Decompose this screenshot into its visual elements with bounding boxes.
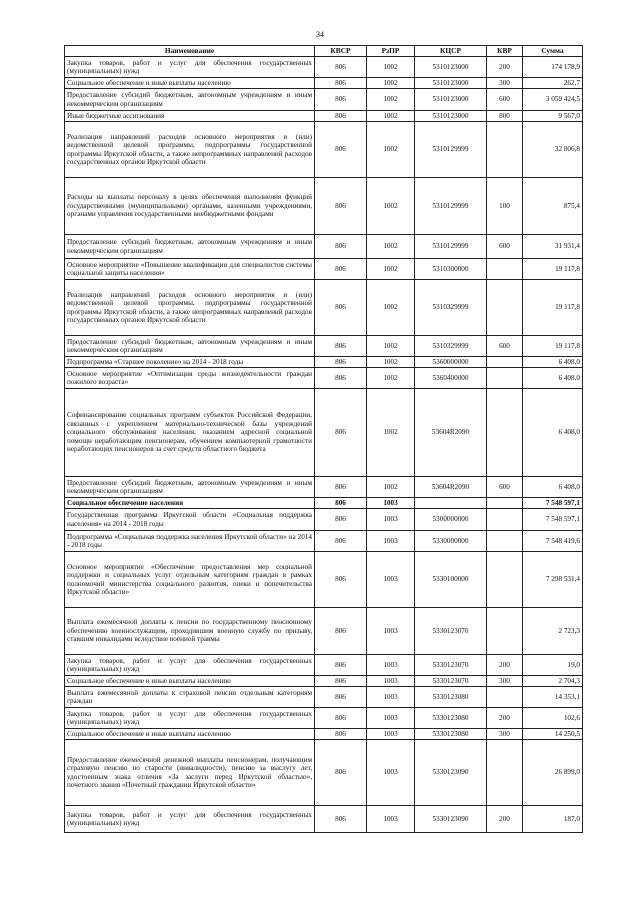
cell-sum: 6 408,0 — [523, 368, 583, 389]
cell-kcsr: 5330123070 — [415, 608, 487, 655]
cell-name: Подпрограмма «Старшее поколение» на 2014 - 2018 годы — [65, 357, 315, 368]
cell-kvr: 600 — [487, 336, 523, 357]
cell-rzpr: 1002 — [367, 111, 415, 122]
cell-sum: 2 723,3 — [523, 608, 583, 655]
cell-kvsr: 806 — [315, 368, 367, 389]
cell-kvr: 100 — [487, 178, 523, 235]
cell-kvsr: 806 — [315, 531, 367, 552]
cell-sum: 14 250,5 — [523, 729, 583, 740]
header-kcsr: КЦСР — [415, 46, 487, 57]
cell-rzpr: 1002 — [367, 280, 415, 336]
table-row — [65, 531, 583, 552]
cell-kvr — [487, 687, 523, 708]
cell-rzpr: 1003 — [367, 509, 415, 531]
cell-name: Предоставление субсидий бюджетным, автономным учреждениям и иным некоммерческим организациям — [65, 89, 315, 111]
cell-kvsr: 806 — [315, 498, 367, 509]
cell-kcsr: 53604R2090 — [415, 389, 487, 477]
table-row — [65, 122, 583, 178]
cell-kvsr: 806 — [315, 389, 367, 477]
table-row — [65, 368, 583, 389]
header-sum: Сумма — [523, 46, 583, 57]
cell-kcsr: 5310129999 — [415, 122, 487, 178]
cell-rzpr: 1003 — [367, 531, 415, 552]
cell-kvr — [487, 531, 523, 552]
cell-kvsr: 806 — [315, 806, 367, 833]
cell-kvsr: 806 — [315, 477, 367, 498]
cell-rzpr: 1003 — [367, 708, 415, 729]
cell-kcsr: 5330000000 — [415, 531, 487, 552]
page-number: 34 — [316, 30, 324, 39]
cell-kvsr: 806 — [315, 740, 367, 806]
cell-sum: 19 117,8 — [523, 280, 583, 336]
cell-kvsr: 806 — [315, 280, 367, 336]
cell-rzpr: 1003 — [367, 676, 415, 687]
cell-name: Выплата ежемесячной доплаты к страховой пенсии отдельным категориям граждан — [65, 687, 315, 708]
cell-name: Предоставление субсидий бюджетным, автономным учреждениям и иным некоммерческим организациям — [65, 235, 315, 259]
cell-rzpr: 1002 — [367, 122, 415, 178]
cell-kcsr: 5330123080 — [415, 687, 487, 708]
cell-sum: 26 899,0 — [523, 740, 583, 806]
table-body — [65, 57, 583, 833]
cell-kvsr: 806 — [315, 655, 367, 676]
cell-sum: 7 298 531,4 — [523, 552, 583, 608]
cell-sum: 31 931,4 — [523, 235, 583, 259]
cell-sum: 174 178,9 — [523, 57, 583, 78]
header-kvr: КВР — [487, 46, 523, 57]
cell-kvsr: 806 — [315, 509, 367, 531]
cell-name: Расходы на выплаты персоналу в целях обеспечения выполнения функций государственными (муниципальными) органами, казенными учреждениями, органами управления государственными внебюджетными фондами — [65, 178, 315, 235]
cell-kcsr: 5330123070 — [415, 655, 487, 676]
cell-sum: 9 567,0 — [523, 111, 583, 122]
cell-kvr — [487, 509, 523, 531]
table-row — [65, 708, 583, 729]
cell-kvsr: 806 — [315, 608, 367, 655]
cell-kvsr: 806 — [315, 178, 367, 235]
cell-sum: 187,0 — [523, 806, 583, 833]
cell-kvr: 300 — [487, 729, 523, 740]
table-row — [65, 729, 583, 740]
cell-name: Выплата ежемесячной доплаты к пенсии по государственному пенсионному обеспечению военнослужащим, проходившим военную службу по призыву, ставшим инвалидами вследствие военной травмы — [65, 608, 315, 655]
cell-kcsr: 5360400000 — [415, 368, 487, 389]
cell-name: Софинансирование социальных программ субъектов Российской Федерации, связанных с укреплением материально-технической базы учреждений социального обслуживания населения, оказанием адресной социальной помощи неработающим пенсионерам, обучением компьютерной грамотности неработающих пенсионеров за счет средств областного бюджета — [65, 389, 315, 477]
table-row — [65, 655, 583, 676]
cell-kvr: 300 — [487, 78, 523, 89]
table-row — [65, 57, 583, 78]
cell-rzpr: 1002 — [367, 368, 415, 389]
budget-table — [64, 45, 583, 833]
cell-rzpr: 1002 — [367, 389, 415, 477]
cell-kvsr: 806 — [315, 357, 367, 368]
cell-sum: 19 117,8 — [523, 259, 583, 280]
cell-kcsr: 5310123000 — [415, 111, 487, 122]
table-row — [65, 111, 583, 122]
cell-kcsr: 5330123090 — [415, 740, 487, 806]
table-row — [65, 178, 583, 235]
cell-sum: 3 059 424,5 — [523, 89, 583, 111]
cell-sum: 875,4 — [523, 178, 583, 235]
cell-kcsr: 5310300000 — [415, 259, 487, 280]
cell-kvr — [487, 740, 523, 806]
cell-kcsr: 5330123080 — [415, 708, 487, 729]
cell-kvr — [487, 280, 523, 336]
cell-kcsr: 5330123070 — [415, 676, 487, 687]
cell-name: Иные бюджетные ассигнования — [65, 111, 315, 122]
cell-kvr: 300 — [487, 676, 523, 687]
cell-rzpr: 1003 — [367, 608, 415, 655]
cell-kvr: 200 — [487, 57, 523, 78]
table-row — [65, 89, 583, 111]
cell-name: Предоставление ежемесячной денежной выплаты пенсионерам, получающим страховую пенсию по старости (инвалидности), пенсию за выслугу лет, удостоенным знака отличия «За заслуги перед Иркутской областью», почетного звания «Почетный гражданин Иркутской области» — [65, 740, 315, 806]
table-row — [65, 280, 583, 336]
cell-kcsr: 5330123080 — [415, 729, 487, 740]
cell-kvr — [487, 357, 523, 368]
cell-kvr — [487, 608, 523, 655]
cell-name: Закупка товаров, работ и услуг для обеспечения государственных (муниципальных) нужд — [65, 57, 315, 78]
cell-rzpr: 1002 — [367, 235, 415, 259]
cell-kvsr: 806 — [315, 729, 367, 740]
cell-kvsr: 806 — [315, 687, 367, 708]
cell-name: Закупка товаров, работ и услуг для обеспечения государственных (муниципальных) нужд — [65, 708, 315, 729]
cell-sum: 32 806,8 — [523, 122, 583, 178]
cell-kcsr — [415, 498, 487, 509]
cell-rzpr: 1002 — [367, 78, 415, 89]
cell-rzpr: 1003 — [367, 552, 415, 608]
cell-kvr: 800 — [487, 111, 523, 122]
cell-kcsr: 5330100000 — [415, 552, 487, 608]
cell-kvr: 600 — [487, 235, 523, 259]
cell-name: Предоставление субсидий бюджетным, автономным учреждениям и иным некоммерческим организациям — [65, 336, 315, 357]
cell-kvr — [487, 259, 523, 280]
cell-rzpr: 1003 — [367, 740, 415, 806]
cell-sum: 7 548 597,1 — [523, 498, 583, 509]
table-row — [65, 608, 583, 655]
cell-sum: 6 408,0 — [523, 389, 583, 477]
cell-kcsr: 5360000000 — [415, 357, 487, 368]
cell-sum: 2 704,3 — [523, 676, 583, 687]
cell-kvr — [487, 389, 523, 477]
cell-rzpr: 1002 — [367, 57, 415, 78]
cell-rzpr: 1003 — [367, 806, 415, 833]
cell-name: Государственная программа Иркутской области «Социальная поддержка населения» на 2014 - 2018 годы — [65, 509, 315, 531]
cell-name: Реализация направлений расходов основного мероприятия и (или) ведомственной целевой программы, подпрограммы государственной программы Иркутской области, а также непрограммных направлений расходов государственных органов Иркутской области — [65, 122, 315, 178]
table-row — [65, 235, 583, 259]
table-row — [65, 498, 583, 509]
cell-rzpr: 1002 — [367, 89, 415, 111]
cell-kvr — [487, 552, 523, 608]
cell-sum: 6 408,0 — [523, 477, 583, 498]
cell-kvr: 600 — [487, 477, 523, 498]
cell-kvsr: 806 — [315, 122, 367, 178]
cell-rzpr: 1002 — [367, 336, 415, 357]
cell-name: Социальное обеспечение и иные выплаты населению — [65, 676, 315, 687]
cell-rzpr: 1002 — [367, 357, 415, 368]
cell-kcsr: 5310129999 — [415, 235, 487, 259]
cell-kcsr: 5310123000 — [415, 89, 487, 111]
header-kvsr: КВСР — [315, 46, 367, 57]
cell-kvsr: 806 — [315, 111, 367, 122]
cell-kcsr: 5300000000 — [415, 509, 487, 531]
table-row — [65, 357, 583, 368]
cell-rzpr: 1002 — [367, 178, 415, 235]
table-row — [65, 389, 583, 477]
cell-name: Социальное обеспечение населения — [65, 498, 315, 509]
cell-kvsr: 806 — [315, 78, 367, 89]
cell-name: Социальное обеспечение и иные выплаты населению — [65, 78, 315, 89]
header-name: Наименование — [65, 46, 315, 57]
table-row — [65, 740, 583, 806]
cell-kvr — [487, 122, 523, 178]
cell-kcsr: 5310123000 — [415, 78, 487, 89]
cell-name: Закупка товаров, работ и услуг для обеспечения государственных (муниципальных) нужд — [65, 806, 315, 833]
cell-sum: 7 548 419,6 — [523, 531, 583, 552]
cell-kvr: 200 — [487, 655, 523, 676]
cell-sum: 19,0 — [523, 655, 583, 676]
cell-rzpr: 1003 — [367, 655, 415, 676]
cell-name: Основное мероприятие «Обеспечение предоставления мер социальной поддержки и социальных услуг отдельным категориям граждан в рамках полномочий министерства социального развития, опеки и попечительства Иркутской области» — [65, 552, 315, 608]
cell-kvsr: 806 — [315, 89, 367, 111]
table-row — [65, 259, 583, 280]
table-row — [65, 78, 583, 89]
cell-kvr: 600 — [487, 89, 523, 111]
table-row — [65, 336, 583, 357]
cell-sum: 6 408,0 — [523, 357, 583, 368]
cell-kcsr: 5310329999 — [415, 280, 487, 336]
cell-sum: 14 353,1 — [523, 687, 583, 708]
cell-rzpr: 1003 — [367, 498, 415, 509]
cell-sum: 262,7 — [523, 78, 583, 89]
table-row — [65, 676, 583, 687]
cell-kvsr: 806 — [315, 259, 367, 280]
cell-sum: 102,6 — [523, 708, 583, 729]
cell-sum: 7 548 597,1 — [523, 509, 583, 531]
table-row — [65, 509, 583, 531]
cell-sum: 19 117,8 — [523, 336, 583, 357]
cell-kvr — [487, 368, 523, 389]
cell-name: Основное мероприятие «Оптимизация среды жизнедеятельности граждан пожилого возраста» — [65, 368, 315, 389]
table-row — [65, 806, 583, 833]
cell-name: Социальное обеспечение и иные выплаты населению — [65, 729, 315, 740]
cell-kcsr: 5330123090 — [415, 806, 487, 833]
cell-kcsr: 53604R2090 — [415, 477, 487, 498]
table-header-row — [65, 46, 583, 57]
cell-kvr: 200 — [487, 708, 523, 729]
cell-rzpr: 1003 — [367, 687, 415, 708]
header-rzpr: РзПР — [367, 46, 415, 57]
cell-name: Реализация направлений расходов основного мероприятия и (или) ведомственной целевой программы, подпрограммы государственной программы Иркутской области, а также непрограммных направлений расходов государственных органов Иркутской области — [65, 280, 315, 336]
cell-kvsr: 806 — [315, 336, 367, 357]
cell-kvsr: 806 — [315, 708, 367, 729]
cell-kvr: 200 — [487, 806, 523, 833]
cell-kcsr: 5310329999 — [415, 336, 487, 357]
cell-name: Подпрограмма «Социальная поддержка населения Иркутской области» на 2014 - 2018 годы — [65, 531, 315, 552]
cell-rzpr: 1003 — [367, 729, 415, 740]
cell-kvr — [487, 498, 523, 509]
table-row — [65, 477, 583, 498]
table-row — [65, 687, 583, 708]
cell-name: Закупка товаров, работ и услуг для обеспечения государственных (муниципальных) нужд — [65, 655, 315, 676]
cell-rzpr: 1002 — [367, 259, 415, 280]
cell-name: Основное мероприятие «Повышение квалификации для специалистов системы социальной защиты населения» — [65, 259, 315, 280]
cell-kvsr: 806 — [315, 676, 367, 687]
cell-name: Предоставление субсидий бюджетным, автономным учреждениям и иным некоммерческим организациям — [65, 477, 315, 498]
cell-kvsr: 806 — [315, 57, 367, 78]
cell-kvsr: 806 — [315, 552, 367, 608]
cell-kcsr: 5310123000 — [415, 57, 487, 78]
table-row — [65, 552, 583, 608]
cell-kcsr: 5310129999 — [415, 178, 487, 235]
cell-rzpr: 1002 — [367, 477, 415, 498]
cell-kvsr: 806 — [315, 235, 367, 259]
